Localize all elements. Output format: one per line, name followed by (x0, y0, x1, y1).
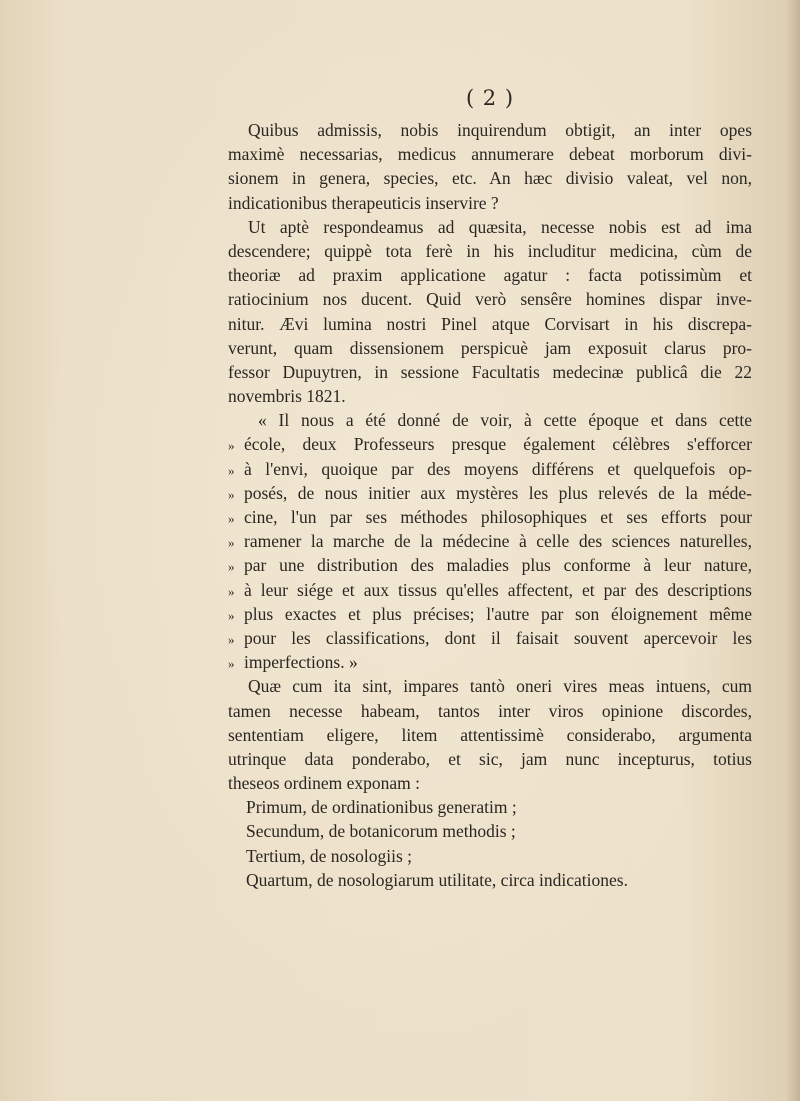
quote-mark: » (228, 462, 235, 478)
text-line: maximè necessarias, medicus annumerare debeat morborum divi- (228, 144, 752, 165)
quote-text: cine, l'un par ses méthodes philosophiques et ses efforts pour (244, 507, 752, 527)
quote-mark: » (228, 607, 235, 623)
text-line: sionem in genera, species, etc. An hæc divisio valeat, vel non, (228, 168, 752, 189)
quote-text: à leur siége et aux tissus qu'elles affectent, et par des descriptions (244, 579, 752, 600)
quote-line (228, 529, 752, 553)
quote-line (228, 650, 752, 674)
list-item: Secundum, de botanicorum methodis ; (246, 821, 516, 842)
french-quotation (228, 408, 752, 674)
quote-text: à l'envi, quoique par des moyens différens et quelquefois op- (244, 458, 752, 479)
quote-mark: » (228, 511, 235, 526)
quote-mark: » (228, 583, 235, 599)
quote-text: posés, de nous initier aux mystères les plus relevés de la méde- (244, 482, 752, 503)
quote-line (228, 457, 752, 481)
quote-line (228, 481, 752, 505)
quote-mark: » (228, 631, 235, 647)
text-line: indicationibus therapeuticis inservire ? (228, 192, 499, 213)
quote-mark: » (228, 656, 235, 672)
quote-line (228, 602, 752, 626)
quote-text: plus exactes et plus précises; l'autre par son éloignement même (244, 603, 752, 624)
quote-text: par une distribution des maladies plus conforme à leur nature, (244, 555, 752, 576)
text-line: ratiocinium nos ducent. Quid verò sensêre homines dispar inve- (228, 289, 752, 310)
quote-text: pour les classifications, dont il faisait souvent apercevoir les (244, 627, 752, 648)
paragraph-1 (228, 118, 752, 215)
text-body (228, 118, 752, 892)
quote-line (228, 578, 752, 602)
text-line: Quæ cum ita sint, impares tantò oneri vires meas intuens, cum (248, 676, 752, 697)
text-line: novembris 1821. (228, 386, 346, 407)
quote-text: imperfections. » (244, 652, 358, 673)
text-line: nitur. Ævi lumina nostri Pinel atque Corvisart in his discrepa- (228, 313, 752, 334)
list-item: Quartum, de nosologiarum utilitate, circa indicationes. (246, 869, 628, 890)
outline-list (228, 795, 752, 892)
text-line: theoriæ ad praxim applicatione agatur : facta potissimùm et (228, 265, 752, 286)
quote-line (228, 626, 752, 650)
page-number: ( 2 ) (465, 86, 515, 110)
quote-line (228, 432, 752, 456)
paragraph-3 (228, 674, 752, 795)
text-line: verunt, quam dissensionem perspicuè jam exposuit clarus pro- (228, 337, 752, 358)
text-line: fessor Dupuytren, in sessione Facultatis medecinæ publicâ die 22 (228, 361, 752, 382)
page-edge-shadow (786, 0, 800, 1101)
quote-mark: » (228, 486, 235, 502)
quote-mark: » (228, 535, 235, 551)
list-item: Tertium, de nosologiis ; (246, 845, 412, 866)
quote-text: école, deux Professeurs presque également célèbres s'efforcer (244, 434, 752, 455)
text-line: sententiam eligere, litem attentissimè considerabo, argumenta (228, 724, 752, 745)
text-line: descendere; quippè tota ferè in his includitur medicina, cùm de (228, 240, 752, 261)
quote-line: « Il nous a été donné de voir, à cette époque et dans cette (258, 410, 752, 431)
quote-mark: » (228, 438, 235, 454)
text-line: tamen necesse habeam, tantos inter viros opinione discordes, (228, 700, 752, 721)
quote-line (228, 505, 752, 529)
quote-text: ramener la marche de la médecine à celle des sciences naturelles, (244, 531, 752, 552)
text-line: Ut aptè respondeamus ad quæsita, necesse nobis est ad ima (248, 216, 752, 237)
text-line: utrinque data ponderabo, et sic, jam nunc incepturus, totius (228, 748, 752, 769)
quote-mark: » (228, 559, 235, 575)
text-line: theseos ordinem exponam : (228, 773, 420, 794)
paragraph-2 (228, 215, 752, 409)
quote-line (228, 553, 752, 577)
text-line: Quibus admissis, nobis inquirendum obtigit, an inter opes (248, 120, 752, 140)
list-item: Primum, de ordinationibus generatim ; (246, 797, 517, 818)
